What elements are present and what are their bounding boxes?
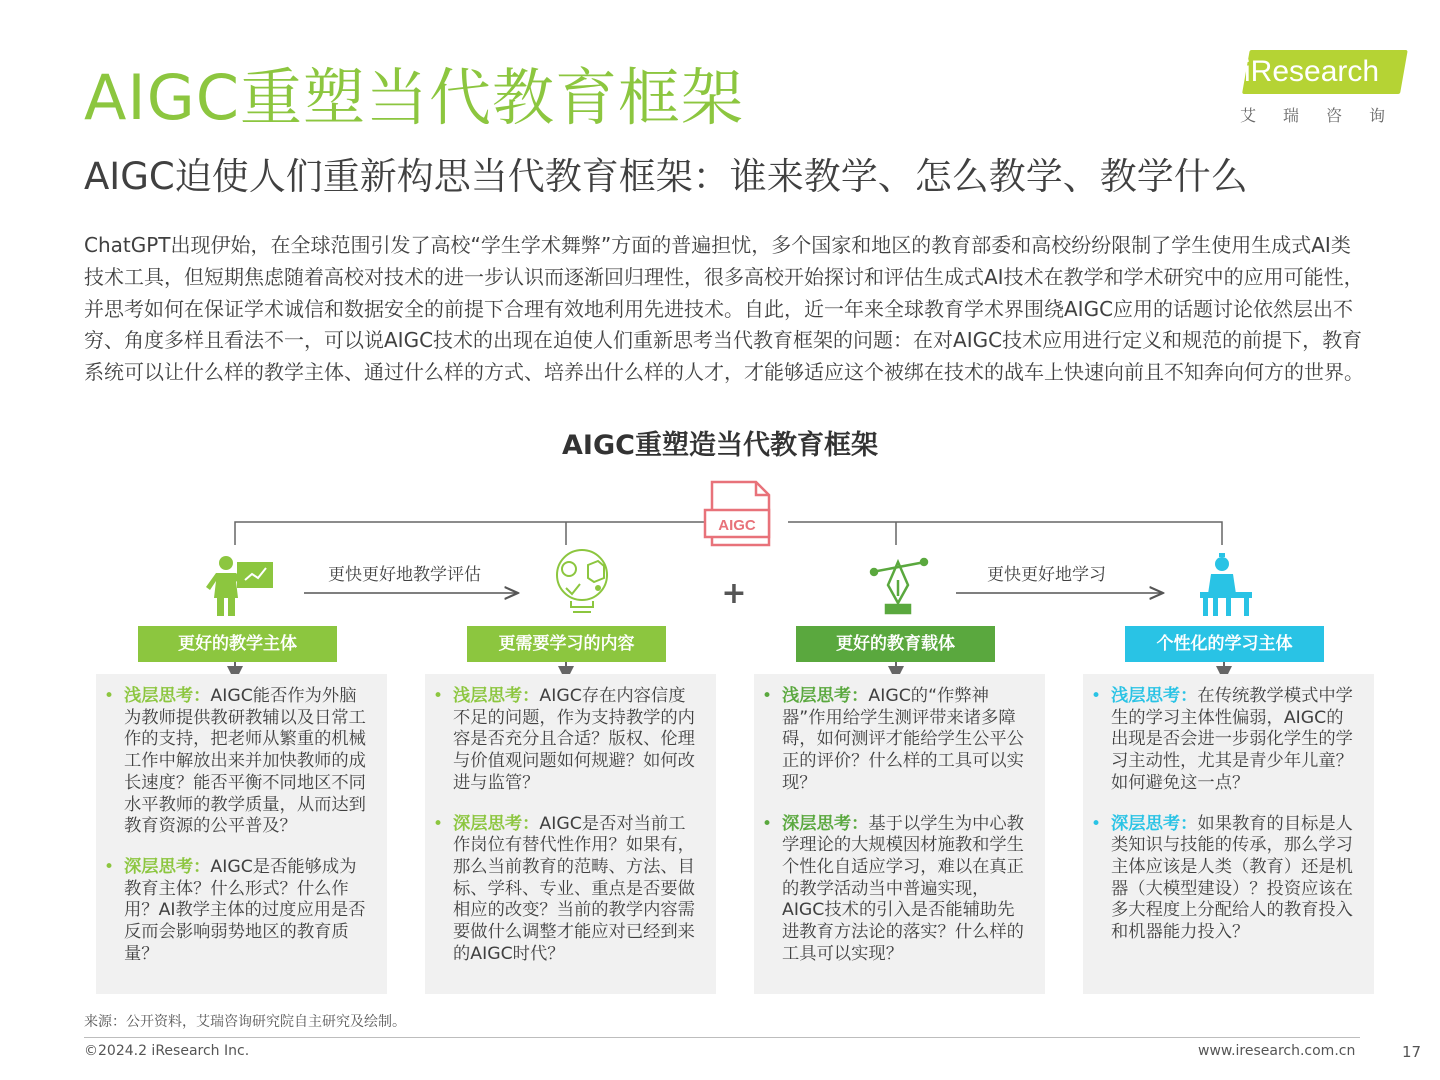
page-subtitle: AIGC迫使人们重新构思当代教育框架：谁来教学、怎么教学、教学什么 [84, 155, 1248, 198]
diagram-title: AIGC重塑造当代教育框架 [562, 430, 878, 461]
intro-paragraph: ChatGPT出现伊始，在全球范围引发了高校“学生学术舞弊”方面的普遍担忧，多个国家和地区的教育部委和高校纷纷限制了学生使用生成式AI类技术工具，但短期焦虑随着高校对技术的进一步认识而逐渐回归理性，很多高校开始探讨和评估生成式AI技术在教学和学术研究中的应用可能性，并思考如何在保证学术诚信和数据安全的前提下合理有效地利用先进技术。自此，近一年来全球教育学术界围绕AIGC应用的话题讨论依然层出不穷、角度多样且看法不一，可以说AIGC技术的出现在迫使人们重新思考当代教育框架的问题：在对AIGC技术应用进行定义和规范的前提下，教育系统可以让什么样的教学主体、通过什么样的方式、培养出什么样的人才，才能够适应这个被绑在技术的战车上快速向前且不知奔向何方的世界。 [84, 233, 1364, 385]
list-item: • 浅层思考：AIGC能否作为外脑为教师提供教研教辅以及日常工作的支持，把老师从繁重的机械工作中解放出来并加快教师的成长速度？能否平衡不同地区不同水平教师的教学质量，从而达到教育资源的公平普及？ [104, 686, 366, 837]
pen-tool-icon [871, 559, 927, 613]
panel-teaching-subject [96, 674, 387, 994]
arrow-label-learning: 更快更好地学习 [987, 565, 1106, 585]
category-personalized-learner: 个性化的学习主体 [1125, 626, 1324, 662]
student-icon [1200, 553, 1252, 616]
panel-education-carrier [754, 674, 1045, 994]
page-number: 17 [1402, 1043, 1422, 1061]
deep-thinking-label: 深层思考： [1111, 813, 1198, 834]
logo-cn-text: 艾瑞咨询 [1240, 106, 1413, 125]
list-item: • 深层思考：基于以学生为中心教学理论的大规模因材施教和学生个性化自适应学习，难以在真正的教学活动当中普遍实现，AIGC技术的引入是否能辅助先进教育方法论的落实？什么样的工具可以实现？ [762, 813, 1024, 964]
shallow-thinking-label: 浅层思考： [1111, 686, 1198, 706]
panel-learning-content [425, 674, 716, 994]
shallow-thinking-label: 浅层思考： [124, 686, 211, 706]
category-learning-content: 更需要学习的内容 [467, 626, 666, 662]
shallow-thinking-label: 浅层思考： [782, 686, 869, 706]
deep-thinking-text: AIGC是否能够成为教育主体？什么形式？什么作用？AI教学主体的过度应用是否反而会影响弱势地区的教育质量？ [124, 856, 366, 964]
category-teaching-subject: 更好的教学主体 [138, 626, 337, 662]
shallow-thinking-text: AIGC的“作弊神器”作用给学生测评带来诸多障碍，如何测评才能给学生公平公正的评价？什么样的工具可以实现？ [782, 686, 1024, 793]
deep-thinking-label: 深层思考： [782, 813, 869, 834]
deep-thinking-text: 基于以学生为中心教学理论的大规模因材施教和学生个性化自适应学习，难以在真正的教学活动当中普遍实现，AIGC技术的引入是否能辅助先进教育方法论的落实？什么样的工具可以实现？ [782, 813, 1024, 964]
arrow-label-teaching-evaluation: 更快更好地教学评估 [328, 565, 481, 585]
aigc-label: AIGC [718, 517, 756, 534]
deep-thinking-label: 深层思考： [124, 856, 211, 877]
list-item: • 浅层思考：AIGC的“作弊神器”作用给学生测评带来诸多障碍，如何测评才能给学生公平公正的评价？什么样的工具可以实现？ [762, 686, 1024, 793]
list-item: • 深层思考：如果教育的目标是人类知识与技能的传承，那么学习主体应该是人类（教育）还是机器（大模型建设）？投资应该在多大程度上分配给人的教育投入和机器能力投入？ [1091, 813, 1353, 943]
shallow-thinking-text: 在传统教学模式中学生的学习主体性偏弱，AIGC的出现是否会进一步弱化学生的学习主动性，尤其是青少年儿童？如何避免这一点？ [1111, 686, 1353, 793]
copyright: ©2024.2 iResearch Inc. [84, 1043, 250, 1059]
logo-brand-text: iResearch [1244, 55, 1380, 88]
plus-sign: + [721, 576, 747, 611]
panel-personalized-learner [1083, 674, 1374, 994]
footer-divider [84, 1037, 1360, 1038]
deep-thinking-text: 如果教育的目标是人类知识与技能的传承，那么学习主体应该是人类（教育）还是机器（大模型建设）？投资应该在多大程度上分配给人的教育投入和机器能力投入？ [1111, 813, 1353, 943]
learning-content-icon [557, 550, 607, 612]
aigc-document-icon [705, 482, 769, 545]
list-item: • 深层思考：AIGC是否能够成为教育主体？什么形式？什么作用？AI教学主体的过度应用是否反而会影响弱势地区的教育质量？ [104, 856, 366, 964]
website-link[interactable]: www.iresearch.com.cn [1198, 1043, 1356, 1059]
list-item: • 深层思考：AIGC是否对当前工作岗位有替代性作用？如果有，那么当前教育的范畴、方法、目标、学科、专业、重点是否要做相应的改变？当前的教学内容需要做什么调整才能应对已经到来的AIGC时代？ [433, 813, 695, 964]
category-education-carrier: 更好的教育载体 [796, 626, 995, 662]
shallow-thinking-label: 浅层思考： [453, 686, 540, 706]
page-title: AIGC重塑当代教育框架 [84, 61, 745, 134]
deep-thinking-label: 深层思考： [453, 813, 540, 834]
list-item: • 浅层思考：在传统教学模式中学生的学习主体性偏弱，AIGC的出现是否会进一步弱化学生的学习主动性，尤其是青少年儿童？如何避免这一点？ [1091, 686, 1353, 793]
deep-thinking-text: AIGC是否对当前工作岗位有替代性作用？如果有，那么当前教育的范畴、方法、目标、学科、专业、重点是否要做相应的改变？当前的教学内容需要做什么调整才能应对已经到来的AIGC时代？ [453, 813, 695, 964]
shallow-thinking-text: AIGC存在内容信度不足的问题，作为支持教学的内容是否充分且合适？版权、伦理与价值观问题如何规避？如何改进与监管？ [453, 686, 695, 793]
list-item: • 浅层思考：AIGC存在内容信度不足的问题，作为支持教学的内容是否充分且合适？版权、伦理与价值观问题如何规避？如何改进与监管？ [433, 686, 695, 793]
shallow-thinking-text: AIGC能否作为外脑为教师提供教研教辅以及日常工作的支持，把老师从繁重的机械工作中解放出来并加快教师的成长速度？能否平衡不同地区不同水平教师的教学质量，从而达到教育资源的公平普及？ [124, 686, 366, 837]
source-note: 来源：公开资料，艾瑞咨询研究院自主研究及绘制。 [84, 1014, 406, 1030]
teacher-icon [206, 556, 273, 616]
